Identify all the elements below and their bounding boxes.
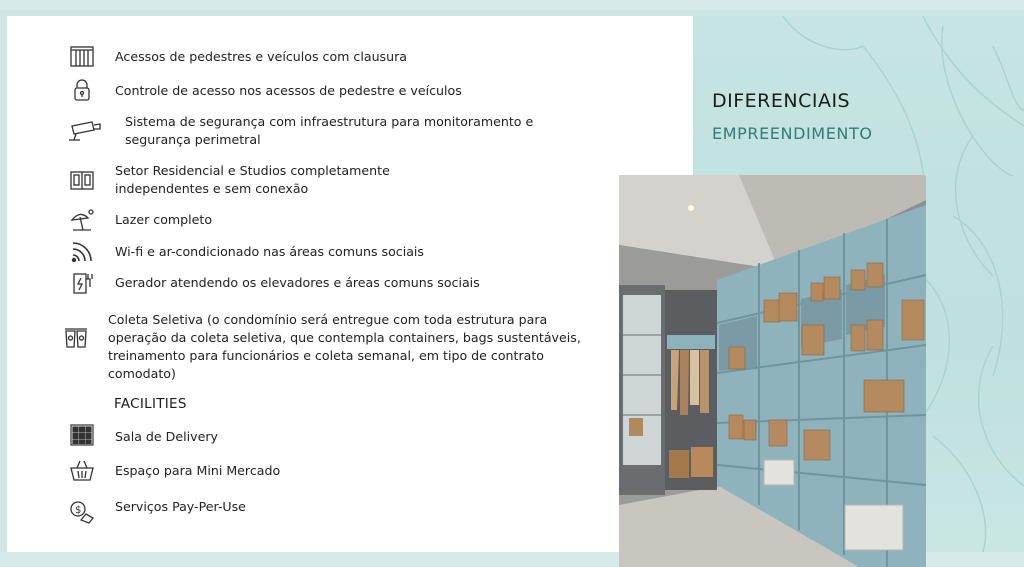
delivery-lockers-icon xyxy=(69,423,95,447)
feature-sectors-line2: independentes e sem conexão xyxy=(115,181,309,196)
section-title: DIFERENCIAIS xyxy=(712,90,851,112)
top-strip xyxy=(0,0,1024,10)
feature-access-control-text: Controle de acesso nos acessos de pedestre e veículos xyxy=(115,83,462,98)
pay-per-use-icon xyxy=(69,500,95,524)
feature-recycling-line2: operação da coleta seletiva, que contempla containers, bags sustentáveis, xyxy=(108,330,581,345)
gate-icon xyxy=(69,44,95,68)
storage-room-photo xyxy=(619,175,926,567)
feature-gate-text: Acessos de pedestres e veículos com clausura xyxy=(115,49,407,64)
facility-delivery-text: Sala de Delivery xyxy=(115,429,218,444)
svg-text:$: $ xyxy=(75,505,82,516)
feature-sectors-line1: Setor Residencial e Studios completamente xyxy=(115,163,390,178)
recycling-bins-icon xyxy=(63,325,89,349)
feature-recycling-line3: treinamento para funcionários e coleta semanal, em tipo de contrato xyxy=(108,348,544,363)
facilities-heading: FACILITIES xyxy=(114,396,187,412)
facility-payperuse-text: Serviços Pay-Per-Use xyxy=(115,499,246,514)
feature-security-line2: segurança perimetral xyxy=(125,132,261,147)
generator-icon xyxy=(69,271,95,295)
feature-generator-text: Gerador atendendo os elevadores e áreas comuns sociais xyxy=(115,275,480,290)
facility-minimarket-text: Espaço para Mini Mercado xyxy=(115,463,281,478)
section-subtitle: EMPREENDIMENTO xyxy=(712,124,873,143)
wifi-icon xyxy=(69,239,95,263)
padlock-icon xyxy=(69,78,95,102)
feature-recycling-line1: Coleta Seletiva (o condomínio será entregue com toda estrutura para xyxy=(108,312,548,327)
feature-security-line1: Sistema de segurança com infraestrutura para monitoramento e xyxy=(125,114,534,129)
beach-umbrella-icon xyxy=(69,208,95,232)
feature-wifi-text: Wi-fi e ar-condicionado nas áreas comuns sociais xyxy=(115,244,424,259)
feature-recycling-line4: comodato) xyxy=(108,366,176,381)
shopping-basket-icon xyxy=(69,458,95,482)
door-panels-icon xyxy=(69,168,95,192)
feature-leisure-text: Lazer completo xyxy=(115,212,213,227)
security-camera-icon xyxy=(66,118,102,142)
